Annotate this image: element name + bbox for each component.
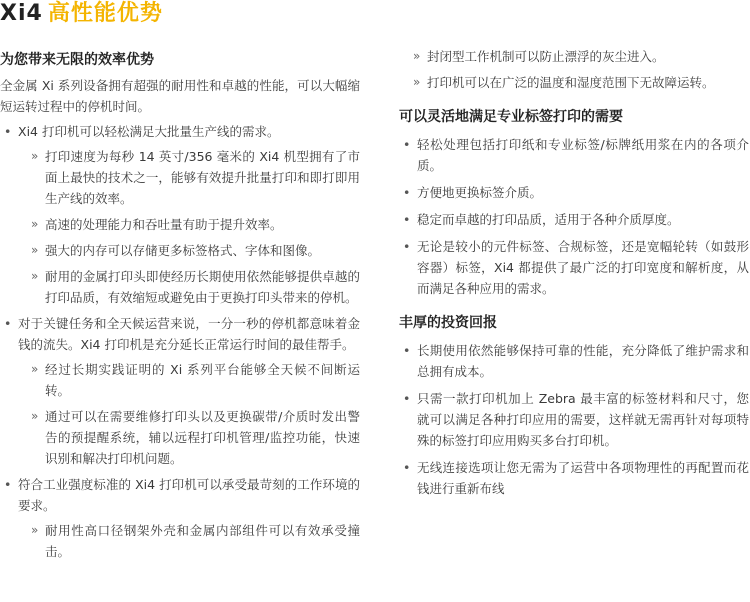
- bullet-dot-icon: •: [4, 316, 12, 331]
- list-item: [399, 388, 749, 451]
- continued-sub-list: [399, 46, 749, 93]
- list-item: [399, 134, 749, 176]
- sub-item-text: 耐用的金属打印头即使经历长期使用依然能够提供卓越的打印品质，有效缩短或避免由于更换打印头带来的停机。: [45, 269, 360, 305]
- sub-item-text: 耐用性高口径钢架外壳和金属内部组件可以有效承受撞击。: [45, 523, 360, 559]
- bullet-dot-icon: •: [403, 343, 411, 358]
- chevron-right-icon: »: [31, 362, 39, 376]
- sub-list: [18, 359, 360, 469]
- bullet-dot-icon: •: [403, 185, 411, 200]
- section-heading-roi: 丰厚的投资回报: [399, 315, 497, 331]
- page-title: [0, 0, 163, 28]
- chevron-right-icon: »: [413, 49, 421, 63]
- title-tagline: 高性能优势: [47, 1, 163, 26]
- list-item: [399, 457, 749, 499]
- bullet-dot-icon: •: [403, 212, 411, 227]
- sub-item-text: 打印速度为每秒 14 英寸/356 毫米的 Xi4 机型拥有了市面上最快的技术之一，能够有效提升批量打印和即打即用生产线的效率。: [45, 149, 360, 206]
- bullet-dot-icon: •: [403, 239, 411, 254]
- sub-item-text: 高速的处理能力和吞吐量有助于提升效率。: [45, 217, 283, 232]
- sub-item-text: 封闭型工作机制可以防止漂浮的灰尘进入。: [427, 49, 665, 64]
- list-item: [399, 340, 749, 382]
- chevron-right-icon: »: [31, 269, 39, 283]
- list-item-text: 对于关键任务和全天候运营来说，一分一秒的停机都意味着金钱的流失。Xi4 打印机是充分延长正常运行时间的最佳帮手。: [18, 316, 360, 352]
- roi-list: [399, 340, 749, 499]
- sub-list: [18, 520, 360, 562]
- sub-list: [18, 146, 360, 308]
- sub-item-text: 强大的内存可以存储更多标签格式、字体和图像。: [45, 243, 321, 258]
- right-column: [399, 46, 749, 505]
- list-item: [399, 236, 749, 299]
- bullet-dot-icon: •: [403, 391, 411, 406]
- sub-list-item: [18, 240, 360, 261]
- bullet-dot-icon: •: [403, 460, 411, 475]
- list-item-text: 长期使用依然能够保持可靠的性能，充分降低了维护需求和总拥有成本。: [417, 343, 749, 379]
- list-item: [0, 121, 360, 308]
- list-item-text: 无线连接选项让您无需为了运营中各项物理性的再配置而花钱进行重新布线: [417, 460, 749, 496]
- chevron-right-icon: »: [31, 217, 39, 231]
- sub-item-text: 经过长期实践证明的 Xi 系列平台能够全天候不间断运转。: [45, 362, 360, 398]
- efficiency-list: [0, 121, 360, 562]
- sub-item-text: 通过可以在需要维修打印头以及更换碳带/介质时发出警告的预提醒系统，辅以远程打印机管理/监控功能，快速识别和解决打印机问题。: [45, 409, 360, 466]
- intro-paragraph: 全金属 Xi 系列设备拥有超强的耐用性和卓越的性能，可以大幅缩短运转过程中的停机时间。: [0, 78, 360, 114]
- section-heading-flexibility: 可以灵活地满足专业标签打印的需要: [399, 109, 623, 125]
- list-item-text: 只需一款打印机加上 Zebra 最丰富的标签材料和尺寸，您就可以满足各种打印应用的需要，这样就无需再针对每项特殊的标签打印应用购买多台打印机。: [417, 391, 749, 448]
- list-item-text: 无论是较小的元件标签、合规标签，还是宽幅轮转（如鼓形容器）标签，Xi4 都提供了最广泛的打印宽度和解析度，从而满足各种应用的需求。: [417, 239, 749, 296]
- list-item-text: 符合工业强度标准的 Xi4 打印机可以承受最苛刻的工作环境的要求。: [18, 477, 360, 513]
- sub-list-item: [18, 146, 360, 209]
- sub-list-item: [18, 520, 360, 562]
- list-item: [399, 182, 749, 203]
- sub-list-item: [18, 266, 360, 308]
- model-name: Xi4: [0, 1, 43, 26]
- list-item: [399, 209, 749, 230]
- sub-list-item: [18, 406, 360, 469]
- flexibility-list: [399, 134, 749, 299]
- list-item-text: 稳定而卓越的打印品质，适用于各种介质厚度。: [417, 212, 680, 227]
- list-item-text: Xi4 打印机可以轻松满足大批量生产线的需求。: [18, 124, 280, 139]
- list-item: [0, 474, 360, 562]
- section-heading-efficiency: 为您带来无限的效率优势: [0, 52, 154, 68]
- sub-item-text: 打印机可以在广泛的温度和湿度范围下无故障运转。: [427, 75, 715, 90]
- list-item-text: 方便地更换标签介质。: [417, 185, 543, 200]
- chevron-right-icon: »: [413, 75, 421, 89]
- bullet-dot-icon: •: [4, 124, 12, 139]
- left-column: [0, 50, 360, 567]
- chevron-right-icon: »: [31, 523, 39, 537]
- bullet-dot-icon: •: [403, 137, 411, 152]
- chevron-right-icon: »: [31, 409, 39, 423]
- bullet-dot-icon: •: [4, 477, 12, 492]
- list-item: [0, 313, 360, 469]
- chevron-right-icon: »: [31, 243, 39, 257]
- sub-list-item: [399, 46, 749, 67]
- sub-list-item: [18, 214, 360, 235]
- chevron-right-icon: »: [31, 149, 39, 163]
- sub-list-item: [18, 359, 360, 401]
- list-item-text: 轻松处理包括打印纸和专业标签/标牌纸用浆在内的各项介质。: [417, 137, 749, 173]
- sub-list-item: [399, 72, 749, 93]
